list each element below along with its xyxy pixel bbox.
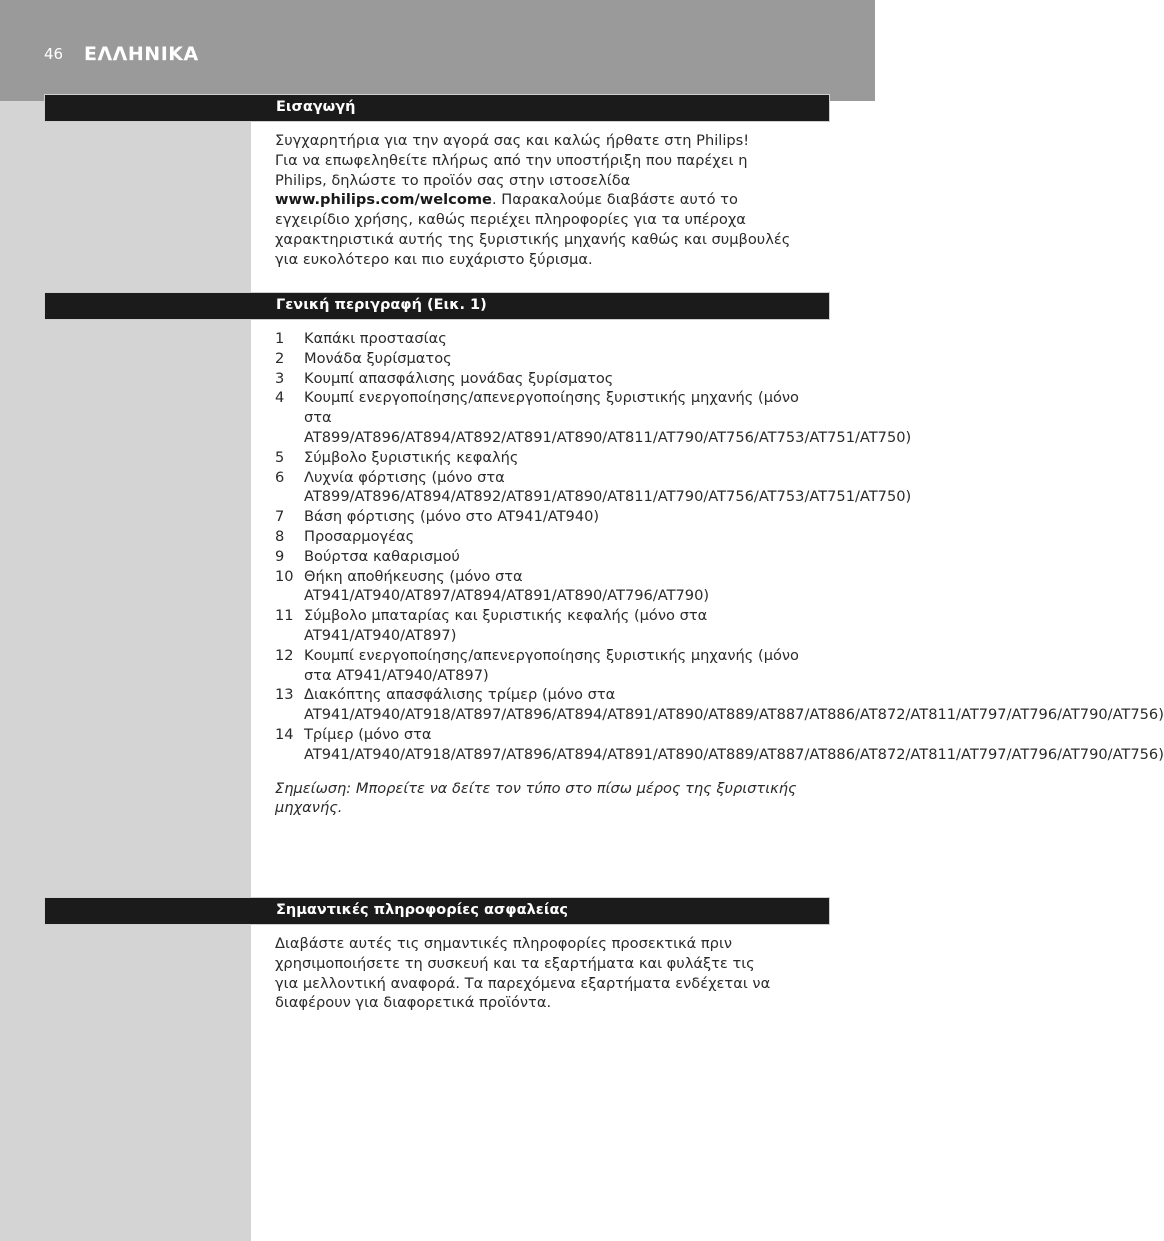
list-item	[275, 468, 912, 508]
list-item-text: Σύμβολο μπαταρίας και ξυριστικής κεφαλής (μόνο στα AT941/AT940/AT897)	[304, 607, 708, 644]
list-item-number: 11	[275, 607, 294, 625]
intro-line-url	[275, 190, 830, 210]
list-item-number: 14	[275, 725, 294, 743]
page-header-band	[0, 0, 875, 101]
section-header-general	[44, 292, 830, 320]
safety-line: χρησιμοποιήσετε τη συσκευή και τα εξαρτήματα και φυλάξτε τις	[275, 954, 755, 972]
welcome-url-link[interactable]: www.philips.com/welcome	[275, 191, 492, 209]
list-item-text: Τρίμερ (μόνο στα AT941/AT940/AT918/AT897/AT896/AT894/AT891/AT890/AT889/AT887/AT886/AT872/AT811/AT797/AT796/AT790/AT756)	[304, 725, 1164, 763]
section-title-general: Γενική περιγραφή (Εικ. 1)	[276, 297, 487, 313]
intro-url-tail: . Παρακαλούμε διαβάστε αυτό το	[491, 191, 738, 209]
safety-line: Διαβάστε αυτές τις σημαντικές πληροφορίες προσεκτικά πριν	[275, 935, 733, 952]
list-item	[275, 369, 830, 389]
list-item	[275, 646, 830, 686]
section-header-intro	[44, 94, 830, 122]
list-item-number: 9	[275, 547, 285, 565]
list-item-text: Σύμβολο ξυριστικής κεφαλής	[304, 448, 519, 466]
list-item-number: 7	[275, 508, 285, 526]
language-title: ΕΛΛΗΝΙΚΑ	[84, 43, 199, 65]
section-title-intro: Εισαγωγή	[276, 99, 356, 115]
safety-paragraph	[275, 934, 830, 1013]
safety-line: διαφέρουν για διαφορετικά προϊόντα.	[275, 994, 552, 1012]
list-item-number: 1	[275, 330, 285, 347]
list-item-text: Θήκη αποθήκευσης (μόνο στα AT941/AT940/AT897/AT894/AT891/AT890/AT796/AT790)	[304, 567, 710, 605]
parts-list	[275, 329, 1164, 765]
list-item-number: 2	[275, 349, 285, 367]
left-margin-column	[0, 101, 251, 1241]
list-item	[275, 606, 830, 646]
safety-line: για μελλοντική αναφορά. Τα παρεχόμενα εξαρτήματα ενδέχεται να	[275, 974, 771, 992]
list-item	[275, 567, 830, 607]
list-item-number: 13	[275, 686, 294, 704]
section-title-safety: Σημαντικές πληροφορίες ασφαλείας	[276, 902, 569, 918]
list-item-text: Καπάκι προστασίας	[304, 330, 447, 347]
list-item	[275, 547, 830, 567]
intro-line: χαρακτηριστικά αυτής της ξυριστικής μηχανής καθώς και συμβουλές	[275, 230, 791, 248]
list-item-number: 8	[275, 527, 285, 545]
list-item-number: 6	[275, 468, 285, 486]
list-item-number: 5	[275, 448, 285, 466]
list-item	[275, 448, 830, 468]
list-item	[275, 388, 912, 447]
list-item-text: Διακόπτης απασφάλισης τρίμερ (μόνο στα AT941/AT940/AT918/AT897/AT896/AT894/AT891/AT890/AT889/AT887/AT886/AT872/AT811/AT797/AT796/AT790/AT756)	[304, 686, 1164, 724]
intro-line: Συγχαρητήρια για την αγορά σας και καλώς ήρθατε στη Philips!	[275, 132, 750, 149]
list-item-number: 3	[275, 369, 285, 387]
general-description	[275, 329, 1164, 818]
list-item	[275, 685, 1164, 725]
note-text: Σημείωση: Μπορείτε να δείτε τον τύπο στο πίσω μέρος της ξυριστικής μηχανής.	[275, 779, 797, 817]
list-item-text: Μονάδα ξυρίσματος	[304, 349, 452, 367]
list-item-number: 4	[275, 389, 285, 407]
list-item	[275, 507, 830, 527]
intro-line: για ευκολότερο και πιο ευχάριστο ξύρισμα.	[275, 250, 593, 268]
section-header-safety	[44, 897, 830, 925]
list-item	[275, 349, 830, 369]
list-item-text: Προσαρμογέας	[304, 527, 415, 545]
intro-line: εγχειρίδιο χρήσης, καθώς περιέχει πληροφορίες για τα υπέροχα	[275, 211, 746, 229]
list-item-text: Κουμπί απασφάλισης μονάδας ξυρίσματος	[304, 369, 614, 387]
list-item-text: Κουμπί ενεργοποίησης/απενεργοποίησης ξυριστικής μηχανής (μόνο στα AT941/AT940/AT897)	[304, 646, 799, 684]
list-item	[275, 329, 830, 349]
list-item-number: 12	[275, 646, 294, 664]
list-item-text: Βάση φόρτισης (μόνο στο AT941/AT940)	[304, 508, 600, 526]
list-item-text: Λυχνία φόρτισης (μόνο στα AT899/AT896/AT894/AT892/AT891/AT890/AT811/AT790/AT756/AT753/AT751/AT750)	[304, 468, 912, 506]
list-item-number: 10	[275, 567, 294, 585]
list-item-text: Κουμπί ενεργοποίησης/απενεργοποίησης ξυριστικής μηχανής (μόνο στα AT899/AT896/AT894/AT892/AT891/AT890/AT811/AT790/AT756/AT753/AT751/AT750)	[304, 389, 912, 446]
intro-line: Για να επωφεληθείτε πλήρως από την υποστήριξη που παρέχει η	[275, 151, 748, 169]
list-item	[275, 527, 830, 547]
intro-line: Philips, δηλώστε το προϊόν σας στην ιστοσελίδα	[275, 171, 631, 189]
page-number: 46	[44, 45, 64, 63]
list-item	[275, 725, 1164, 765]
list-item-text: Βούρτσα καθαρισμού	[304, 547, 460, 565]
intro-paragraph	[275, 131, 830, 270]
